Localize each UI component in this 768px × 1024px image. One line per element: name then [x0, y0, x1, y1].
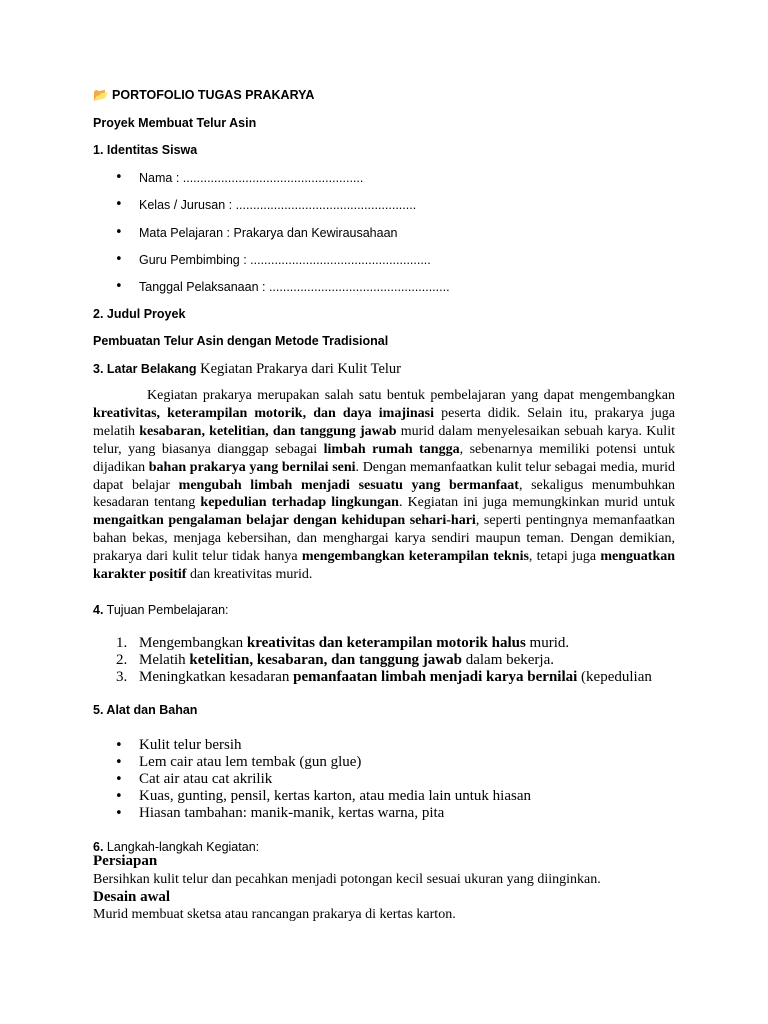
goals-list — [93, 635, 652, 686]
project-title-heading: 2. Judul Proyek — [93, 307, 186, 321]
page-title: 📂 PORTOFOLIO TUGAS PRAKARYA — [93, 88, 315, 102]
background-paragraph: Kegiatan prakarya merupakan salah satu bentuk pembelajaran yang dapat mengembangkan kreativitas, keterampilan motorik, dan daya imajinasi peserta didik. Selain itu, prakarya juga melatih kesabaran, ketelitian, dan tanggung jawab murid dalam menyelesaikan sebuah karya. Kulit telur, yang biasanya dianggap sebagai limbah rumah tangga, sebenarnya memiliki potensi untuk dijadikan bahan prakarya yang bernilai seni. Dengan memanfaatkan kulit telur sebagai media, murid dapat belajar mengubah limbah menjadi sesuatu yang bermanfaat, sekaligus menumbuhkan kesadaran tentang kepedulian terhadap lingkungan. Kegiatan ini juga memungkinkan murid untuk mengaitkan pengalaman belajar dengan kehidupan sehari-hari, seperti pentingnya memanfaatkan bahan bekas, menjaga kebersihan, dan menghargai karya sendiri maupun teman. Dengan demikian, prakarya dari kulit telur tidak hanya mengembangkan keterampilan teknis, tetapi juga menguatkan karakter positif dan kreativitas murid. — [93, 388, 676, 583]
background-heading-text: Kegiatan Prakarya dari Kulit Telur — [196, 361, 401, 377]
goals-heading — [93, 601, 229, 619]
identity-item-subject: • Mata Pelajaran : Prakarya dan Kewirausahaan — [93, 225, 450, 252]
tools-item: • Lem cair atau lem tembak (gun glue) — [93, 754, 531, 771]
tools-item: • Cat air atau cat akrilik — [93, 771, 531, 788]
goal-item: 3. Meningkatkan kesadaran pemanfaatan limbah menjadi karya bernilai (kepedulian — [116, 669, 652, 685]
steps-heading-text: Langkah-langkah Kegiatan: — [103, 840, 260, 854]
goal-item: 2. Melatih ketelitian, kesabaran, dan tanggung jawab dalam bekerja. — [116, 652, 555, 668]
identity-heading: 1. Identitas Siswa — [93, 143, 198, 157]
tools-item: • Kulit telur bersih — [93, 737, 531, 754]
background-heading-number: 3. Latar Belakang — [93, 362, 197, 376]
identity-list — [93, 170, 450, 306]
goal-item: 1. Mengembangkan kreativitas dan keterampilan motorik halus murid. — [116, 635, 570, 651]
step-title: Persiapan — [93, 853, 158, 869]
step-text: Murid membuat sketsa atau rancangan prakarya di kertas karton. — [93, 907, 456, 922]
identity-item-date: • Tanggal Pelaksanaan : .................................................... — [93, 279, 450, 306]
step-text: Bersihkan kulit telur dan pecahkan menjadi potongan kecil sesuai ukuran yang diinginkan. — [93, 872, 601, 887]
tools-item: • Hiasan tambahan: manik-manik, kertas warna, pita — [93, 805, 531, 822]
tools-item: • Kuas, gunting, pensil, kertas karton, atau media lain untuk hiasan — [93, 788, 531, 805]
tools-heading: 5. Alat dan Bahan — [93, 703, 198, 717]
project-subtitle: Proyek Membuat Telur Asin — [93, 116, 257, 130]
project-title-value: Pembuatan Telur Asin dengan Metode Tradisional — [93, 334, 389, 348]
tools-list — [93, 737, 531, 822]
steps-heading-number: 6. — [93, 840, 104, 854]
identity-item-class: • Kelas / Jurusan : .................................................... — [93, 197, 450, 224]
goals-heading-number: 4. — [93, 603, 104, 617]
background-heading — [93, 360, 401, 378]
identity-item-name: • Nama : .................................................... — [93, 170, 450, 197]
step-title: Desain awal — [93, 889, 171, 905]
identity-item-teacher: • Guru Pembimbing : .................................................... — [93, 252, 450, 279]
goals-heading-text: Tujuan Pembelajaran: — [103, 603, 229, 617]
